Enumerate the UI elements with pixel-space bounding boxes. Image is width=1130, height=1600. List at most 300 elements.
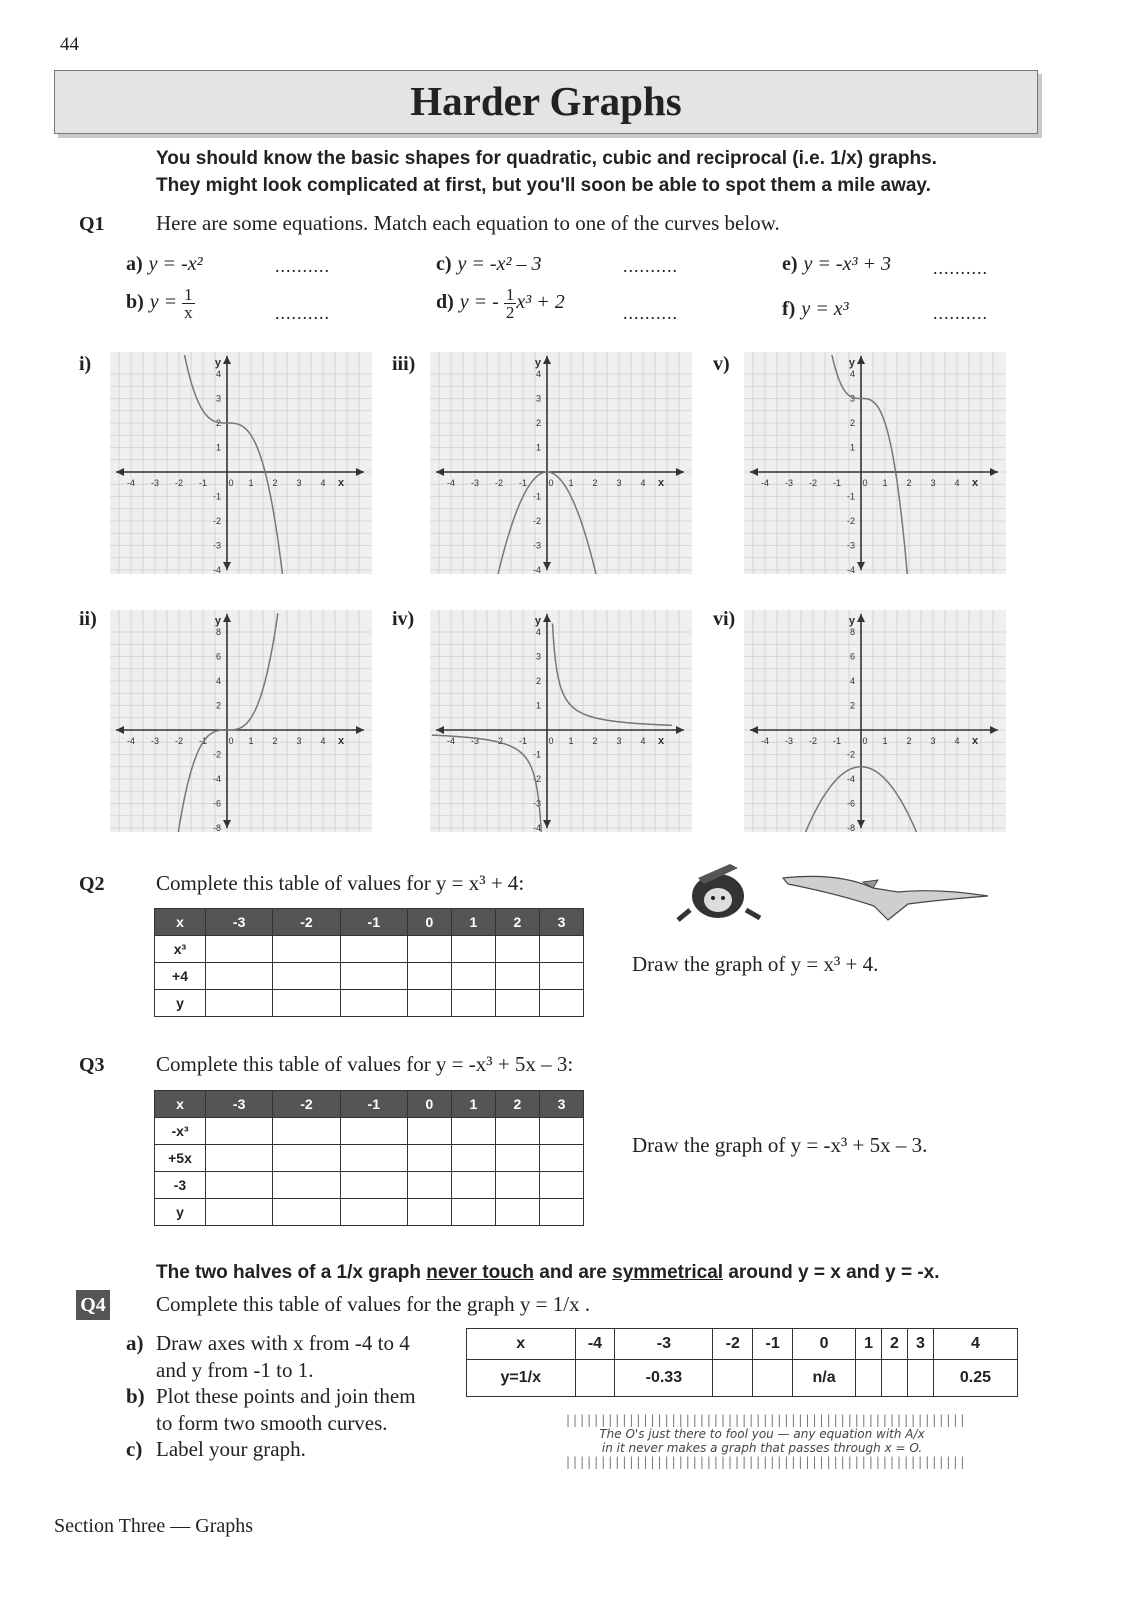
q3-answer-cell[interactable] — [451, 1172, 495, 1199]
q3-header-cell: -1 — [340, 1091, 407, 1118]
x-tick-label: 1 — [882, 478, 888, 488]
x-axis-label: x — [337, 735, 345, 747]
y-tick-label: 1 — [535, 700, 541, 711]
q1-eq-f — [782, 298, 849, 321]
y-tick-label: -4 — [532, 565, 541, 574]
y-tick-label: -3 — [532, 540, 541, 551]
x-tick-label: 3 — [296, 478, 302, 488]
graph-label-v: v) — [713, 353, 730, 375]
y-axis-arrow-up — [857, 614, 865, 622]
q1-eq-e — [782, 253, 891, 276]
q2-answer-cell[interactable] — [451, 963, 495, 990]
x-tick-label: 4 — [640, 736, 646, 746]
x-tick-label: -2 — [808, 736, 818, 746]
pterodactyl-icon — [783, 876, 988, 920]
x-tick-label: -1 — [518, 736, 528, 746]
q3-answer-cell[interactable] — [407, 1172, 451, 1199]
y-axis-arrow-down — [223, 562, 231, 570]
q1-blank-a[interactable]: .......... — [275, 256, 330, 276]
x-tick-label: 3 — [296, 736, 302, 746]
x-tick-label: 2 — [592, 736, 598, 746]
q3-row — [155, 1199, 584, 1226]
y-axis-label: y — [534, 357, 541, 369]
q4-given-value-cell: n/a — [793, 1360, 856, 1397]
x-tick-label: -4 — [446, 736, 456, 746]
x-axis-label: x — [337, 477, 345, 489]
intro-line-1: You should know the basic shapes for quadratic, cubic and reciprocal (i.e. 1/x) graphs. — [156, 148, 937, 169]
q3-answer-cell[interactable] — [206, 1199, 273, 1226]
y-axis-arrow-up — [857, 356, 865, 364]
x-tick-label: -3 — [784, 736, 794, 746]
q4-header-cell: -2 — [713, 1329, 753, 1360]
y-tick-label: 2 — [535, 676, 541, 686]
x-axis-arrow-right — [990, 726, 998, 734]
q4-tip — [156, 1262, 940, 1284]
x-tick-label: 2 — [906, 736, 912, 746]
q3-answer-cell[interactable] — [273, 1118, 340, 1145]
q3-row-label: y — [155, 1199, 206, 1226]
y-tick-label: -6 — [212, 798, 221, 809]
q4-header-cell: 0 — [793, 1329, 856, 1360]
q4-tip-part: and are — [534, 1262, 613, 1283]
x-axis-arrow-right — [356, 468, 364, 476]
q3-header-cell: -3 — [206, 1091, 273, 1118]
eq-letter: c) — [436, 253, 452, 275]
y-tick-label: -2 — [212, 749, 221, 760]
q2-answer-cell[interactable] — [495, 963, 539, 990]
y-axis-arrow-up — [543, 614, 551, 622]
x-tick-label: -2 — [494, 478, 504, 488]
graph-vi — [744, 610, 1006, 832]
q3-answer-cell[interactable] — [539, 1145, 583, 1172]
y-tick-label: 4 — [849, 369, 855, 379]
y-tick-label: -2 — [846, 749, 855, 760]
q2-header-cell: -2 — [273, 909, 340, 936]
eq-expr: y = -x² — [148, 253, 203, 275]
q4-header-cell: -4 — [575, 1329, 615, 1360]
graph-v — [744, 352, 1006, 574]
y-axis-arrow-down — [223, 820, 231, 828]
y-tick-label: 3 — [535, 393, 541, 404]
q4-given-value-cell: 0.25 — [933, 1360, 1017, 1397]
graph-i — [110, 352, 372, 574]
q1-eq-b — [126, 286, 195, 321]
q2-row — [155, 963, 584, 990]
graph-iv-svg — [430, 610, 692, 832]
page-title: Harder Graphs — [410, 78, 682, 124]
curve — [185, 355, 285, 574]
eq-letter: e) — [782, 253, 798, 275]
x-tick-label: 1 — [882, 736, 888, 746]
q4-header-cell: x — [467, 1329, 576, 1360]
q2-answer-cell[interactable] — [407, 963, 451, 990]
x-tick-label: 0 — [548, 478, 554, 488]
x-tick-label: -1 — [832, 478, 842, 488]
x-tick-label: -3 — [470, 736, 480, 746]
q1-blank-e[interactable]: .......... — [933, 258, 988, 278]
y-tick-label: -6 — [846, 798, 855, 809]
y-tick-label: 4 — [535, 627, 541, 637]
q2-header-cell: -3 — [206, 909, 273, 936]
q4-note — [566, 1413, 968, 1469]
q4-header-cell: 2 — [882, 1329, 908, 1360]
q2-answer-cell[interactable] — [451, 936, 495, 963]
x-tick-label: -4 — [126, 478, 136, 488]
y-axis-arrow-down — [543, 562, 551, 570]
graph-v-svg — [744, 352, 1006, 574]
x-tick-label: 2 — [272, 736, 278, 746]
q2-row — [155, 936, 584, 963]
y-tick-label: -4 — [212, 565, 221, 574]
q3-draw-text — [632, 1133, 927, 1158]
x-tick-label: -1 — [198, 478, 208, 488]
x-tick-label: 3 — [930, 478, 936, 488]
q4-answer-cell[interactable] — [753, 1360, 793, 1397]
fraction-num: 1 — [505, 285, 515, 304]
x-tick-label: 4 — [954, 478, 960, 488]
y-axis-arrow-up — [543, 356, 551, 364]
x-tick-label: -2 — [494, 736, 504, 746]
x-tick-label: 4 — [320, 736, 326, 746]
y-tick-label: 6 — [215, 651, 221, 662]
q2-answer-cell[interactable] — [539, 936, 583, 963]
q2-header-cell: 2 — [495, 909, 539, 936]
q2-number: Q2 — [79, 873, 105, 895]
x-tick-label: -4 — [760, 478, 770, 488]
y-tick-label: -3 — [532, 798, 541, 809]
q4-row-label: y=1/x — [467, 1360, 576, 1397]
y-axis-label: y — [214, 615, 221, 627]
q4-answer-cell[interactable] — [882, 1360, 908, 1397]
graph-iv — [430, 610, 692, 832]
q3-number: Q3 — [79, 1054, 105, 1076]
q2-answer-cell[interactable] — [495, 936, 539, 963]
part-letter: b) — [126, 1384, 145, 1408]
y-axis-arrow-down — [543, 820, 551, 828]
y-tick-label: 2 — [849, 700, 855, 711]
x-tick-label: -3 — [150, 478, 160, 488]
q3-answer-cell[interactable] — [407, 1118, 451, 1145]
eq-letter: d) — [436, 291, 454, 314]
x-tick-label: -4 — [446, 478, 456, 488]
q3-answer-cell[interactable] — [206, 1118, 273, 1145]
q2-row — [155, 990, 584, 1017]
q2-answer-cell[interactable] — [206, 936, 273, 963]
eq-letter: a) — [126, 253, 143, 275]
y-axis-arrow-up — [223, 614, 231, 622]
x-axis-arrow-left — [750, 726, 758, 734]
q4-header-cell: 4 — [933, 1329, 1017, 1360]
y-tick-label: -8 — [212, 823, 221, 832]
y-tick-label: 4 — [215, 369, 221, 379]
graph-iii — [430, 352, 692, 574]
q3-answer-cell[interactable] — [495, 1199, 539, 1226]
q4-note-line-1: The O's just there to fool you — any equation with A/x — [599, 1427, 925, 1441]
y-tick-label: 2 — [535, 418, 541, 428]
q3-answer-cell[interactable] — [206, 1145, 273, 1172]
fraction-den: x — [184, 303, 193, 322]
x-axis-arrow-left — [116, 726, 124, 734]
x-axis-arrow-right — [356, 726, 364, 734]
y-tick-label: -4 — [846, 565, 855, 574]
x-tick-label: -2 — [808, 478, 818, 488]
intro-line-2: They might look complicated at first, but you'll soon be able to spot them a mile away. — [156, 175, 931, 196]
eq-letter: f) — [782, 298, 796, 320]
q4-number: Q4 — [76, 1290, 110, 1320]
q2-answer-cell[interactable] — [206, 990, 273, 1017]
x-axis-arrow-left — [436, 726, 444, 734]
y-tick-label: 3 — [215, 393, 221, 404]
q3-answer-cell[interactable] — [340, 1172, 407, 1199]
q3-answer-cell[interactable] — [273, 1145, 340, 1172]
q2-header-cell: 3 — [539, 909, 583, 936]
q2-answer-cell[interactable] — [495, 990, 539, 1017]
q3-answer-cell[interactable] — [273, 1172, 340, 1199]
q2-answer-cell[interactable] — [539, 990, 583, 1017]
eq-letter: b) — [126, 291, 144, 314]
eq-rhs: x³ + 2 — [516, 291, 565, 314]
y-axis-label: y — [214, 357, 221, 369]
q3-answer-cell[interactable] — [407, 1199, 451, 1226]
q2-answer-cell[interactable] — [340, 990, 407, 1017]
y-axis-arrow-down — [857, 562, 865, 570]
q4-header-row — [467, 1329, 1018, 1360]
q3-text: Complete this table of values for y = -x³ + 5x – 3: — [156, 1052, 574, 1076]
q1-blank-f[interactable]: .......... — [933, 303, 988, 323]
q2-answer-cell[interactable] — [340, 963, 407, 990]
x-tick-label: 0 — [548, 736, 554, 746]
y-tick-label: -4 — [846, 774, 855, 784]
q2-row-label: +4 — [155, 963, 206, 990]
x-tick-label: 2 — [906, 478, 912, 488]
eq-expr: y = -x² – 3 — [457, 253, 542, 275]
part-text: Label your graph. — [156, 1437, 306, 1461]
graph-label-vi: vi) — [713, 608, 736, 630]
q2-header-cell: x — [155, 909, 206, 936]
x-tick-label: 0 — [228, 736, 234, 746]
q4-header-cell: -3 — [615, 1329, 713, 1360]
y-axis-label: y — [848, 357, 855, 369]
eq-expr: y = x³ — [801, 298, 849, 320]
q4-answer-cell[interactable] — [907, 1360, 933, 1397]
y-tick-label: -4 — [532, 823, 541, 832]
q1-number: Q1 — [79, 213, 105, 235]
y-tick-label: 4 — [215, 676, 221, 686]
y-axis-label: y — [848, 615, 855, 627]
y-tick-label: -2 — [532, 516, 541, 526]
q3-answer-cell[interactable] — [340, 1199, 407, 1226]
y-tick-label: -3 — [212, 540, 221, 551]
y-tick-label: -2 — [212, 516, 221, 526]
y-tick-label: 2 — [215, 700, 221, 711]
q4-header-cell: 1 — [856, 1329, 882, 1360]
graph-frame — [110, 352, 372, 574]
q2-answer-cell[interactable] — [273, 936, 340, 963]
part-letter: a) — [126, 1331, 144, 1355]
fraction — [504, 286, 517, 321]
x-axis-arrow-left — [116, 468, 124, 476]
q3-answer-cell[interactable] — [539, 1199, 583, 1226]
q4-header-cell: -1 — [753, 1329, 793, 1360]
q4-given-value-cell: -0.33 — [615, 1360, 713, 1397]
x-tick-label: 2 — [592, 478, 598, 488]
y-tick-label: -3 — [846, 540, 855, 551]
y-tick-label: 6 — [849, 651, 855, 662]
q3-answer-cell[interactable] — [206, 1172, 273, 1199]
q2-header-row — [155, 909, 584, 936]
curve — [553, 624, 672, 726]
q4-tip-part: The two halves of a 1/x graph — [156, 1262, 427, 1283]
x-tick-label: 3 — [930, 736, 936, 746]
section-footer: Section Three — Graphs — [54, 1515, 254, 1537]
x-axis-arrow-left — [436, 468, 444, 476]
x-tick-label: 2 — [272, 478, 278, 488]
q3-answer-cell[interactable] — [451, 1199, 495, 1226]
graph-frame — [110, 610, 372, 832]
y-tick-label: 4 — [535, 369, 541, 379]
q4-answer-cell[interactable] — [713, 1360, 753, 1397]
q3-answer-cell[interactable] — [273, 1199, 340, 1226]
q2-header-cell: -1 — [340, 909, 407, 936]
q4-part-b-cont: to form two smooth curves. — [156, 1410, 388, 1435]
q4-text: Complete this table of values for the graph y = 1/x . — [156, 1292, 591, 1316]
x-tick-label: -4 — [760, 736, 770, 746]
note-tick-border: ||||||||||||||||||||||||||||||||||||||||||||||||||||||||| — [566, 1455, 968, 1469]
y-tick-label: 1 — [215, 442, 221, 453]
q4-table — [466, 1328, 1018, 1397]
x-tick-label: 1 — [568, 478, 574, 488]
q3-header-cell: -2 — [273, 1091, 340, 1118]
q4-tip-underlined-1: never touch — [426, 1262, 534, 1283]
graph-label-i: i) — [79, 353, 92, 375]
x-tick-label: 1 — [248, 736, 254, 746]
q4-part-a — [126, 1330, 416, 1357]
q3-draw-text-content: Draw the graph of y = -x³ + 5x – 3. — [632, 1133, 928, 1157]
graph-frame — [744, 610, 1006, 832]
title-banner — [54, 70, 1038, 134]
q3-table — [154, 1090, 584, 1226]
q3-header-cell: 2 — [495, 1091, 539, 1118]
q4-parts — [126, 1330, 416, 1463]
graph-frame — [430, 610, 692, 832]
x-axis-label: x — [971, 735, 979, 747]
y-tick-label: 2 — [849, 418, 855, 428]
q4-note-line-2: in it never makes a graph that passes through x = O. — [601, 1441, 923, 1455]
x-tick-label: 1 — [248, 478, 254, 488]
q3-answer-cell[interactable] — [451, 1118, 495, 1145]
q1-blank-d[interactable]: .......... — [623, 303, 678, 323]
q3-header-cell: 3 — [539, 1091, 583, 1118]
q2-answer-cell[interactable] — [451, 990, 495, 1017]
q3-answer-cell[interactable] — [539, 1118, 583, 1145]
caveman-pterodactyl-illustration — [668, 858, 998, 933]
graph-frame — [430, 352, 692, 574]
q3-answer-cell[interactable] — [495, 1118, 539, 1145]
x-tick-label: 0 — [862, 478, 868, 488]
q2-answer-cell[interactable] — [407, 936, 451, 963]
q1-text: Here are some equations. Match each equation to one of the curves below. — [156, 211, 780, 235]
q1-eq-a — [126, 253, 203, 276]
x-tick-label: 1 — [568, 736, 574, 746]
q4-part-a-cont: and y from -1 to 1. — [156, 1357, 314, 1382]
graph-label-iii: iii) — [392, 353, 416, 375]
q2-answer-cell[interactable] — [206, 963, 273, 990]
graph-i-svg — [110, 352, 372, 574]
q2-row-label: x³ — [155, 936, 206, 963]
x-axis-label: x — [657, 735, 665, 747]
y-tick-label: -1 — [532, 749, 541, 760]
x-axis-arrow-right — [676, 468, 684, 476]
y-tick-label: 4 — [849, 676, 855, 686]
q2-row-label: y — [155, 990, 206, 1017]
x-tick-label: 4 — [954, 736, 960, 746]
fraction-num: 1 — [184, 285, 193, 304]
q2-answer-cell[interactable] — [539, 963, 583, 990]
y-tick-label: -2 — [846, 516, 855, 526]
x-tick-label: 3 — [616, 736, 622, 746]
y-tick-label: 3 — [849, 393, 855, 404]
q1-blank-b[interactable]: .......... — [275, 303, 330, 323]
x-axis-label: x — [657, 477, 665, 489]
q2-table — [154, 908, 584, 1017]
y-tick-label: 1 — [849, 442, 855, 453]
q3-answer-cell[interactable] — [340, 1118, 407, 1145]
q3-answer-cell[interactable] — [340, 1145, 407, 1172]
graph-iii-svg — [430, 352, 692, 574]
eq-lhs: y = — [149, 291, 178, 314]
q4-answer-cell[interactable] — [856, 1360, 882, 1397]
y-tick-label: -8 — [846, 823, 855, 832]
q3-answer-cell[interactable] — [495, 1145, 539, 1172]
part-text: Plot these points and join them — [156, 1384, 416, 1408]
q2-answer-cell[interactable] — [340, 936, 407, 963]
q3-row-label: +5x — [155, 1145, 206, 1172]
q2-answer-cell[interactable] — [407, 990, 451, 1017]
q3-header-cell: 1 — [451, 1091, 495, 1118]
q3-header-cell: x — [155, 1091, 206, 1118]
y-tick-label: -1 — [532, 491, 541, 502]
fraction-den: 2 — [505, 303, 515, 322]
q4-answer-cell[interactable] — [575, 1360, 615, 1397]
eq-lhs: y = - — [459, 291, 499, 314]
q3-answer-cell[interactable] — [539, 1172, 583, 1199]
q1-eq-d — [436, 286, 565, 321]
q3-row — [155, 1145, 584, 1172]
q2-header-cell: 1 — [451, 909, 495, 936]
q2-header-cell: 0 — [407, 909, 451, 936]
q2-answer-cell[interactable] — [273, 963, 340, 990]
y-axis-arrow-up — [223, 356, 231, 364]
x-tick-label: -2 — [174, 736, 184, 746]
q2-answer-cell[interactable] — [273, 990, 340, 1017]
q1-blank-c[interactable]: .......... — [623, 256, 678, 276]
x-tick-label: -4 — [126, 736, 136, 746]
y-tick-label: 2 — [215, 418, 221, 428]
eq-expr: y = -x³ + 3 — [803, 253, 891, 275]
x-tick-label: -1 — [832, 736, 842, 746]
q3-answer-cell[interactable] — [407, 1145, 451, 1172]
q3-header-row — [155, 1091, 584, 1118]
graph-label-ii: ii) — [79, 608, 97, 630]
q3-answer-cell[interactable] — [451, 1145, 495, 1172]
q3-answer-cell[interactable] — [495, 1172, 539, 1199]
y-axis-arrow-down — [857, 820, 865, 828]
x-tick-label: -3 — [784, 478, 794, 488]
x-axis-arrow-right — [676, 726, 684, 734]
q2-text: Complete this table of values for y = x³ + 4: — [156, 871, 525, 895]
x-tick-label: -1 — [518, 478, 528, 488]
graph-vi-svg — [744, 610, 1006, 832]
